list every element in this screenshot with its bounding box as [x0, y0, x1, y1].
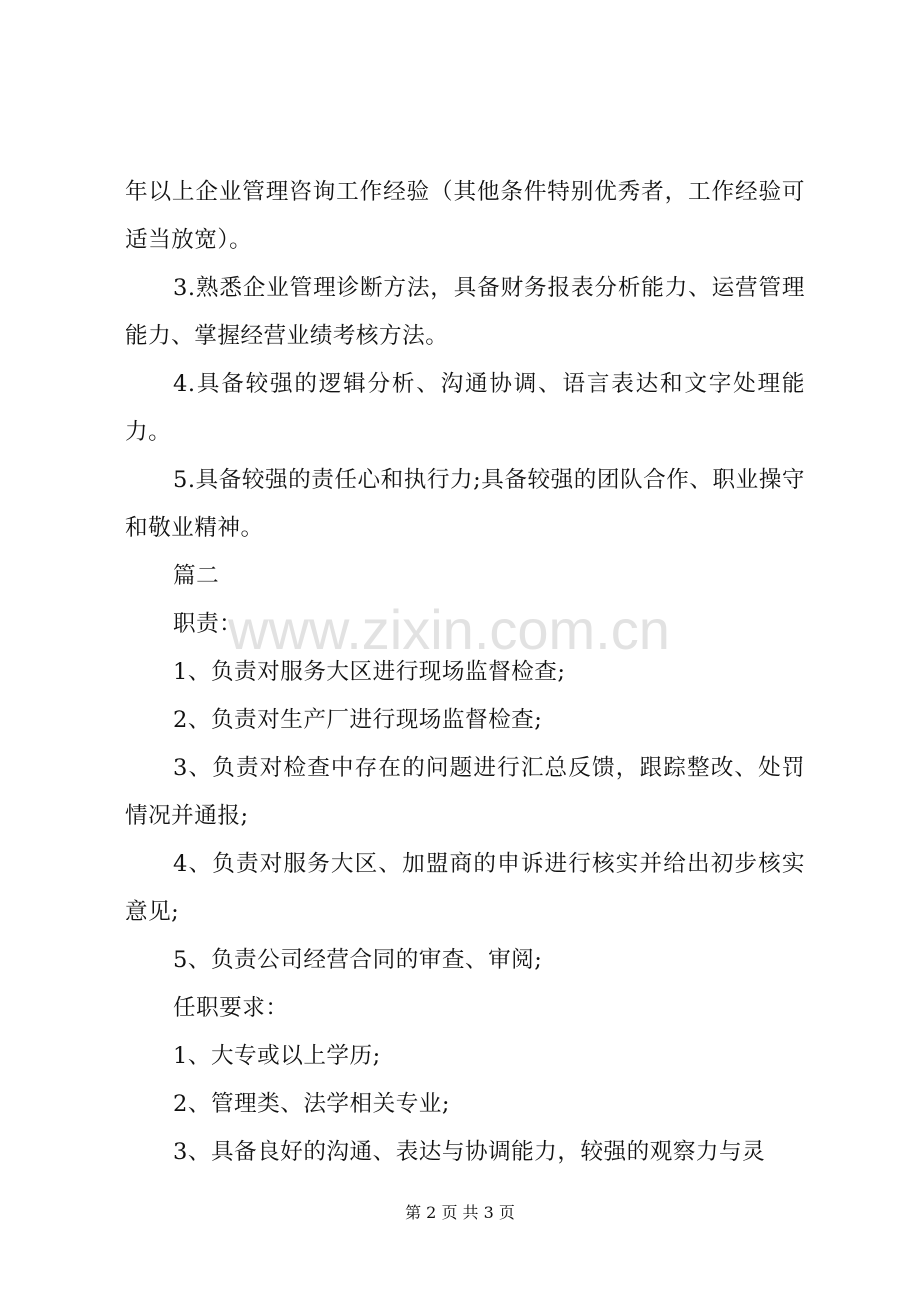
list-item: 2、负责对生产厂进行现场监督检查;: [173, 707, 543, 733]
list-item: 3、具备良好的沟通、表达与协调能力，较强的观察力与灵: [173, 1139, 766, 1165]
page-footer: 第 2 页 共 3 页: [405, 1203, 515, 1222]
paragraph: 4.具备较强的逻辑分析、沟通协调、语言表达和文字处理能力。: [125, 371, 805, 445]
paragraph: 5.具备较强的责任心和执行力;具备较强的团队合作、职业操守和敬业精神。: [125, 467, 805, 541]
list-item: 4、负责对服务大区、加盟商的申诉进行核实并给出初步核实意见;: [125, 851, 805, 925]
watermark: www.zixin.com.cn: [228, 598, 670, 661]
subsection-heading: 职责：: [173, 611, 243, 637]
list-item: 3、负责对检查中存在的问题进行汇总反馈，跟踪整改、处罚情况并通报;: [125, 755, 805, 829]
paragraph: 年以上企业管理咨询工作经验（其他条件特别优秀者，工作经验可适当放宽）。: [125, 179, 805, 253]
list-item: 5、负责公司经营合同的审查、审阅;: [173, 947, 543, 973]
paragraph: 3.熟悉企业管理诊断方法，具备财务报表分析能力、运营管理能力、掌握经营业绩考核方法。: [125, 275, 805, 349]
list-item: 2、管理类、法学相关专业;: [173, 1091, 451, 1117]
list-item: 1、大专或以上学历;: [173, 1043, 381, 1069]
document-body: [125, 168, 805, 1176]
list-item: 1、负责对服务大区进行现场监督检查;: [173, 659, 566, 685]
subsection-heading: 任职要求：: [173, 995, 289, 1021]
section-heading: 篇二: [173, 563, 220, 589]
